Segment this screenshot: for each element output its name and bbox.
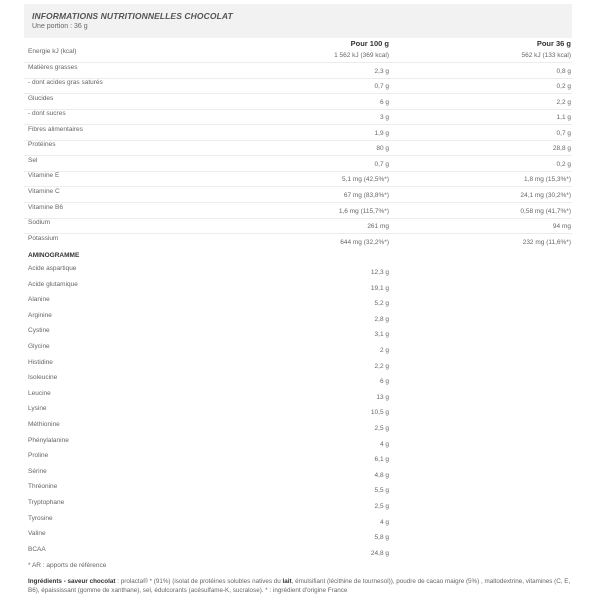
amino-value: 19,1 g	[370, 285, 389, 292]
amino-row	[0, 483, 600, 499]
ingredients-label: Ingrédients - saveur chocolat	[28, 578, 116, 585]
amino-label: Lysine	[28, 405, 47, 412]
amino-row	[0, 499, 600, 515]
amino-row	[0, 437, 600, 453]
nutrient-label: Sodium	[28, 219, 51, 226]
ingredients-part2: , émulsifiant (lécithine de tournesol)), poudre de cacao maigre (5%) , maltodextrine, vitamines (C, E, B6), épaississant (gomme de xanthane), sel, édulcorants (acésulfame-K, sucralose). * : ingrédient d'origine France	[28, 578, 571, 594]
amino-row	[0, 405, 600, 421]
amino-value: 4 g	[379, 519, 389, 526]
amino-row	[0, 359, 600, 375]
nutrient-value-per-100g: 67 mg (83,8%*)	[343, 192, 389, 199]
amino-label: Méthionine	[28, 421, 60, 428]
nutrient-value-per-100g: 2,3 g	[374, 68, 389, 75]
amino-value: 12,3 g	[370, 269, 389, 276]
amino-value: 6,1 g	[374, 456, 389, 463]
amino-label: Cystine	[28, 327, 50, 334]
nutrient-value-per-100g: 5,1 mg (42,5%*)	[342, 176, 389, 183]
nutrient-label: - dont acides gras saturés	[28, 79, 103, 86]
nutrient-value-per-100g: 261 mg	[367, 223, 389, 230]
nutrient-value-per-100g: 0,7 g	[374, 161, 389, 168]
amino-label: Alanine	[28, 296, 50, 303]
nutrient-value-per-100g: 6 g	[379, 99, 389, 106]
amino-label: BCAA	[28, 546, 46, 553]
nutrient-value-per-100g: 1,9 g	[374, 130, 389, 137]
amino-row	[0, 515, 600, 531]
nutrient-label: - dont sucres	[28, 110, 66, 117]
amino-row	[0, 390, 600, 406]
nutrient-label: Fibres alimentaires	[28, 126, 83, 133]
nutrient-label: Potassium	[28, 235, 59, 242]
nutrient-label: Glucides	[28, 95, 54, 102]
amino-value: 10,5 g	[370, 409, 389, 416]
amino-label: Tryptophane	[28, 499, 65, 506]
nutrient-label: Matières grasses	[28, 64, 78, 71]
row-divider	[24, 62, 572, 63]
amino-row	[0, 312, 600, 328]
amino-value: 13 g	[376, 394, 389, 401]
amino-value: 2,2 g	[374, 363, 389, 370]
nutrient-value-per-100g: 1 562 kJ (369 kcal)	[334, 52, 389, 59]
amino-value: 2,8 g	[374, 316, 389, 323]
nutrient-label: Protéines	[28, 141, 56, 148]
nutrient-value-per-100g: 0,7 g	[374, 83, 389, 90]
row-divider	[24, 186, 572, 187]
amino-label: Sérine	[28, 468, 47, 475]
row-divider	[24, 202, 572, 203]
amino-row	[0, 530, 600, 546]
nutrient-label: Sel	[28, 157, 38, 164]
row-divider	[24, 93, 572, 94]
amino-label: Acide glutamique	[28, 281, 78, 288]
ingredients-text	[28, 577, 576, 595]
amino-row	[0, 327, 600, 343]
column-header-per-36g: Pour 36 g	[536, 39, 571, 48]
amino-value: 4 g	[379, 441, 389, 448]
reference-note: * AR : apports de référence	[28, 562, 107, 569]
nutrient-value-per-36g: 28,8 g	[552, 145, 571, 152]
nutrient-label: Vitamine C	[28, 188, 60, 195]
amino-label: Acide aspartique	[28, 265, 77, 272]
row-divider	[24, 155, 572, 156]
amino-row	[0, 374, 600, 390]
nutrient-value-per-100g: 644 mg (32,2%*)	[340, 239, 389, 246]
amino-value: 24,8 g	[370, 550, 389, 557]
amino-label: Glycine	[28, 343, 50, 350]
nutrient-value-per-36g: 0,58 mg (41,7%*)	[520, 208, 571, 215]
nutrient-value-per-36g: 1,8 mg (15,3%*)	[524, 176, 571, 183]
nutrient-value-per-100g: 3 g	[379, 114, 389, 121]
nutrient-value-per-36g: 0,8 g	[556, 68, 571, 75]
nutrient-value-per-36g: 24,1 mg (30,2%*)	[520, 192, 571, 199]
nutrition-title: INFORMATIONS NUTRITIONNELLES CHOCOLAT	[32, 11, 233, 21]
amino-row	[0, 452, 600, 468]
amino-row	[0, 265, 600, 281]
amino-label: Arginine	[28, 312, 52, 319]
amino-value: 5,5 g	[374, 487, 389, 494]
nutrient-value-per-100g: 80 g	[376, 145, 389, 152]
row-divider	[24, 124, 572, 125]
amino-value: 5,2 g	[374, 300, 389, 307]
amino-row	[0, 421, 600, 437]
amino-value: 4,8 g	[374, 472, 389, 479]
nutrient-row	[0, 235, 600, 251]
aminogramme-heading: AMINOGRAMME	[28, 252, 80, 259]
nutrient-value-per-36g: 232 mg (11,6%*)	[522, 239, 571, 246]
nutrient-value-per-100g: 1,6 mg (115,7%*)	[338, 208, 389, 215]
amino-row	[0, 281, 600, 297]
amino-label: Valine	[28, 530, 46, 537]
nutrient-value-per-36g: 0,2 g	[556, 161, 571, 168]
amino-value: 2,5 g	[374, 425, 389, 432]
amino-value: 3,1 g	[374, 331, 389, 338]
amino-label: Histidine	[28, 359, 53, 366]
nutrient-label: Vitamine E	[28, 172, 60, 179]
nutrient-value-per-36g: 562 kJ (133 kcal)	[521, 52, 571, 59]
nutrient-label: Vitamine B6	[28, 204, 63, 211]
amino-row	[0, 296, 600, 312]
column-header-per-100g: Pour 100 g	[350, 39, 389, 48]
amino-value: 2 g	[379, 347, 389, 354]
amino-value: 5,8 g	[374, 534, 389, 541]
ingredients-allergen: lait	[282, 578, 292, 585]
nutrient-label: Energie kJ (kcal)	[28, 48, 77, 55]
amino-row	[0, 343, 600, 359]
amino-label: Thréonine	[28, 483, 58, 490]
nutrient-value-per-36g: 1,1 g	[556, 114, 571, 121]
amino-value: 6 g	[379, 378, 389, 385]
nutrient-value-per-36g: 94 mg	[552, 223, 571, 230]
portion-subtitle: Une portion : 36 g	[32, 23, 88, 30]
amino-label: Isoleucine	[28, 374, 58, 381]
row-divider	[24, 233, 572, 234]
amino-label: Phénylalanine	[28, 437, 69, 444]
nutrient-value-per-36g: 0,7 g	[556, 130, 571, 137]
nutrition-header	[24, 4, 572, 38]
nutrient-value-per-36g: 2,2 g	[556, 99, 571, 106]
amino-row	[0, 546, 600, 562]
amino-label: Leucine	[28, 390, 51, 397]
nutrient-value-per-36g: 0,2 g	[556, 83, 571, 90]
amino-value: 2,5 g	[374, 503, 389, 510]
amino-label: Proline	[28, 452, 49, 459]
amino-label: Tyrosine	[28, 515, 53, 522]
ingredients-part1: : prolacta® * (91%) (isolat de protéines solubles natives du	[115, 578, 283, 585]
amino-row	[0, 468, 600, 484]
